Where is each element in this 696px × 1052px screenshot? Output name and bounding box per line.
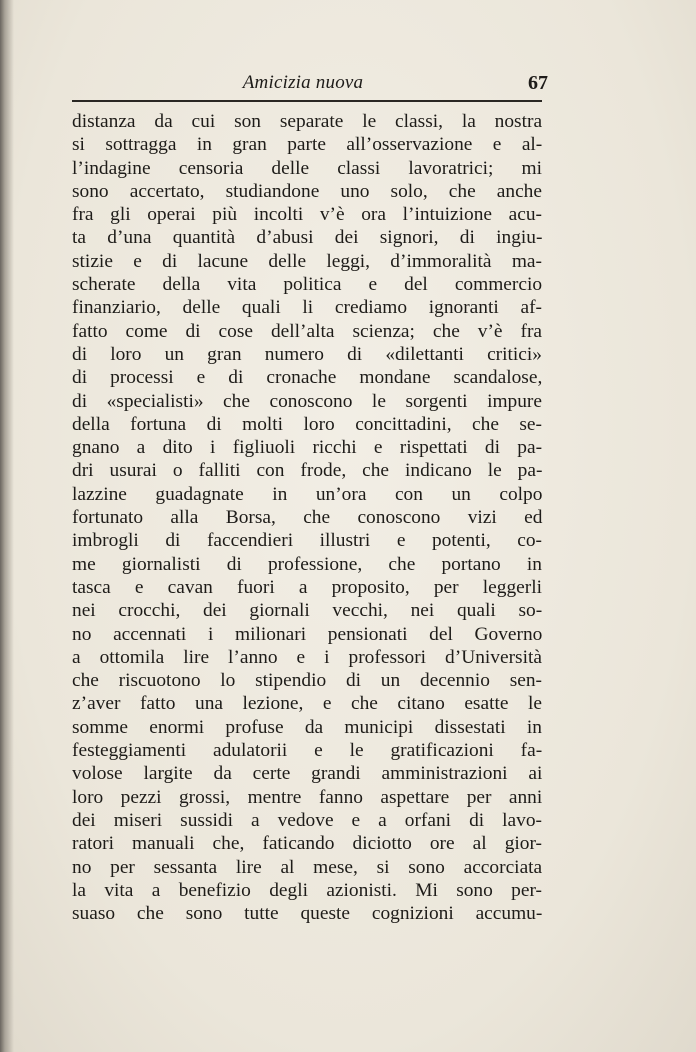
text-line: imbrogli di faccendieri illustri e potenti, co- [72,530,542,552]
text-line: z’aver fatto una lezione, e che citano esatte le [72,693,542,715]
header-rule [72,100,542,102]
text-line: ta d’una quantità d’abusi dei signori, di ingiu- [72,227,543,249]
text-line: fortunato alla Borsa, che conoscono vizi ed [72,507,543,529]
text-line: somme enormi profuse da municipi dissestati in [72,716,542,738]
text-line: di loro un gran numero di «dilettanti critici» [72,343,542,365]
page-number: 67 [528,72,548,94]
text-line: lazzine guadagnate in un’ora con un colpo [72,483,543,505]
text-line: dri usurai o falliti con frode, che indicano le pa- [72,460,543,482]
text-line: gnano a dito i figliuoli ricchi e rispettati di pa- [72,437,543,459]
gutter-shadow [0,0,14,1052]
text-line: fatto come di cose dell’alta scienza; che v’è fra [72,320,543,342]
text-line: di «specialisti» che conoscono le sorgenti impure [72,390,543,412]
text-line: finanziario, delle quali li crediamo ignoranti af- [72,297,542,319]
text-line: che riscuotono lo stipendio di un decennio sen- [72,670,542,692]
text-line: la vita a benefizio degli azionisti. Mi sono per- [72,879,543,901]
text-line: fra gli operai più incolti v’è ora l’intuizione acu- [72,204,542,226]
text-line: scherate della vita politica e del commercio [72,274,543,296]
text-line: della fortuna di molti loro concittadini, che se- [72,413,542,435]
text-line: stizie e di lacune delle leggi, d’immoralità ma- [72,250,542,272]
text-line: festeggiamenti adulatorii e le gratificazioni fa- [72,740,543,762]
text-line: suaso che sono tutte queste cognizioni accumu- [72,903,543,925]
text-line: si sottragga in gran parte all’osservazione e al- [72,134,543,156]
text-line: nei crocchi, dei giornali vecchi, nei quali so- [72,600,543,622]
text-line: no per sessanta lire al mese, si sono accorciata [72,856,543,878]
running-head [60,72,546,96]
text-line: dei miseri sussidi a vedove e a orfani di lavo- [72,809,542,831]
text-line: l’indagine censoria delle classi lavoratrici; mi [72,157,542,179]
text-line: a ottomila lire l’anno e i professori d’Università [72,646,542,668]
text-line: sono accertato, studiandone uno solo, che anche [72,180,542,202]
text-line: no accennati i milionari pensionati del Governo [72,623,543,645]
body-text [72,110,542,925]
text-line: tasca e cavan fuori a proposito, per leggerli [72,576,542,598]
text-line: volose largite da certe grandi amministrazioni ai [72,763,543,785]
text-line: di processi e di cronache mondane scandalose, [72,367,543,389]
text-line: loro pezzi grossi, mentre fanno aspettare per anni [72,786,543,808]
running-title: Amicizia nuova [242,72,364,93]
text-line: me giornalisti di professione, che portano in [72,553,542,575]
text-line: ratori manuali che, faticando diciotto ore al gior- [72,833,542,855]
text-line: distanza da cui son separate le classi, la nostra [72,111,543,132]
